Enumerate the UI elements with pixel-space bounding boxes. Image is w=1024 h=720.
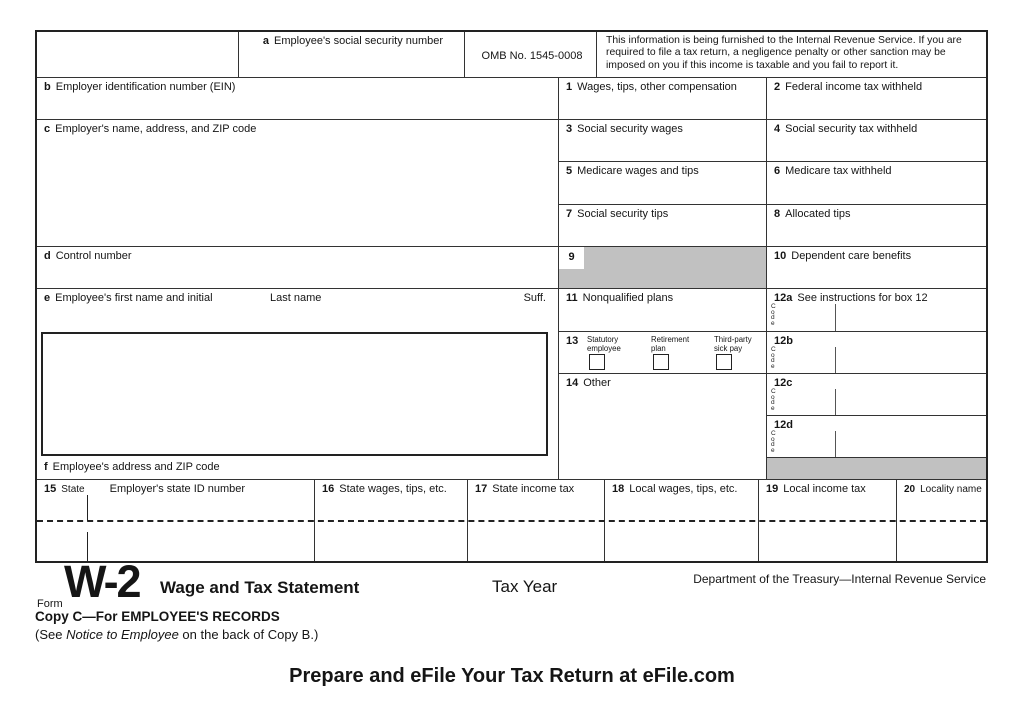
statutory-employee-label: Statutory employee xyxy=(587,335,621,353)
form-title: Wage and Tax Statement xyxy=(160,578,360,597)
box-12d-divider xyxy=(835,431,836,457)
box-a-id: a xyxy=(262,35,270,47)
box-4-ss-tax-field[interactable] xyxy=(767,120,986,162)
third-party-sick-pay-label: Third-party sick pay xyxy=(714,335,752,353)
box-11-label: Nonqualified plans xyxy=(582,292,674,304)
box-7-ss-tips-field[interactable] xyxy=(559,205,767,247)
box-a-ssn-field[interactable] xyxy=(239,32,465,78)
box-5-id: 5 xyxy=(566,165,573,177)
box-e-f-employee-section xyxy=(37,289,559,480)
suffix-label: Suff. xyxy=(523,292,546,304)
box-19-label: Local income tax xyxy=(783,483,866,495)
retirement-plan-group xyxy=(651,336,711,353)
box-12c-divider xyxy=(835,389,836,415)
box-12b-divider xyxy=(835,347,836,373)
box-18-label: Local wages, tips, etc. xyxy=(629,483,738,495)
box-14-label: Other xyxy=(583,377,611,389)
omb-number: OMB No. 1545-0008 xyxy=(481,50,583,62)
box-1-label: Wages, tips, other compensation xyxy=(577,81,737,93)
box-6-id: 6 xyxy=(774,165,781,177)
box-8-label: Allocated tips xyxy=(785,208,851,220)
box-9-id: 9 xyxy=(568,251,575,263)
see-notice-italic: Notice to Employee xyxy=(66,627,179,642)
box-e-id: e xyxy=(44,292,51,304)
box-20-id: 20 xyxy=(904,484,916,495)
box-16-id: 16 xyxy=(322,483,335,495)
box-a-label: Employee's social security number xyxy=(274,35,444,47)
box-15-state-label: State xyxy=(61,484,85,495)
box-20-label: Locality name xyxy=(920,484,982,495)
box-9-shaded-field xyxy=(559,247,767,289)
box-10-dependent-care-field[interactable] xyxy=(767,247,986,289)
box-6-medicare-tax-field[interactable] xyxy=(767,162,986,205)
box-12d-code-label: Code xyxy=(771,430,776,454)
box-4-id: 4 xyxy=(774,123,781,135)
efile-promo-text: Prepare and eFile Your Tax Return at eFile.com xyxy=(289,665,735,687)
box-c-label: Employer's name, address, and ZIP code xyxy=(55,123,257,135)
retirement-plan-label: Retirement plan xyxy=(651,335,690,353)
shaded-strip xyxy=(767,458,986,480)
box-3-label: Social security wages xyxy=(577,123,683,135)
box-c-id: c xyxy=(44,123,51,135)
box-b-id: b xyxy=(44,81,51,93)
box-15-divider-top xyxy=(87,495,88,521)
box-1-wages-field[interactable] xyxy=(559,78,767,120)
state-row-dashed-divider xyxy=(37,520,986,522)
see-notice-pre: (See xyxy=(35,627,67,642)
box-12a-field[interactable] xyxy=(767,289,986,332)
copy-c-line: Copy C—For EMPLOYEE'S RECORDS xyxy=(35,609,280,624)
box-d-label: Control number xyxy=(55,250,132,262)
box-b-label: Employer identification number (EIN) xyxy=(55,81,236,93)
department-treasury-label: Department of the Treasury—Internal Revenue Service xyxy=(693,572,986,586)
box-f-label: Employee's address and ZIP code xyxy=(52,461,220,473)
box-e-label: Employee's first name and initial xyxy=(55,292,213,304)
box-19-id: 19 xyxy=(766,483,779,495)
box-12a-code-label: Code xyxy=(771,303,776,327)
box-2-id: 2 xyxy=(774,81,781,93)
box-12b-field[interactable] xyxy=(767,332,986,374)
box-2-label: Federal income tax withheld xyxy=(785,81,923,93)
statutory-employee-checkbox[interactable] xyxy=(589,354,605,370)
box-1-id: 1 xyxy=(566,81,573,93)
box-9-id-chip xyxy=(559,247,584,269)
see-notice-line xyxy=(35,627,318,642)
irs-notice-cell xyxy=(597,32,986,78)
form-word: Form xyxy=(37,598,63,610)
box-4-label: Social security tax withheld xyxy=(785,123,918,135)
box-13-id: 13 xyxy=(566,335,579,347)
form-number-w2: W-2 xyxy=(64,556,140,607)
box-10-id: 10 xyxy=(774,250,787,262)
see-notice-post: on the back of Copy B.) xyxy=(178,627,319,642)
box-3-ss-wages-field[interactable] xyxy=(559,120,767,162)
box-6-label: Medicare tax withheld xyxy=(785,165,892,177)
box-12a-divider xyxy=(835,304,836,331)
last-name-label: Last name xyxy=(270,292,322,304)
tax-year-label: Tax Year xyxy=(492,577,558,596)
box-17-label: State income tax xyxy=(492,483,575,495)
box-c-employer-field[interactable] xyxy=(37,120,559,247)
box-f-id: f xyxy=(44,461,48,473)
third-party-sick-pay-checkbox[interactable] xyxy=(716,354,732,370)
box-17-id: 17 xyxy=(475,483,488,495)
box-12a-id: 12a xyxy=(774,292,793,304)
box-12d-field[interactable] xyxy=(767,416,986,458)
box-14-id: 14 xyxy=(566,377,579,389)
top-left-empty-cell xyxy=(37,32,239,78)
box-12c-code-label: Code xyxy=(771,388,776,412)
box-8-id: 8 xyxy=(774,208,781,220)
box-2-federal-tax-field[interactable] xyxy=(767,78,986,120)
box-16-label: State wages, tips, etc. xyxy=(339,483,447,495)
retirement-plan-checkbox[interactable] xyxy=(653,354,669,370)
box-7-label: Social security tips xyxy=(577,208,669,220)
box-12b-id: 12b xyxy=(774,335,793,347)
box-b-ein-field[interactable] xyxy=(37,78,559,120)
box-12d-id: 12d xyxy=(774,419,793,431)
box-14-other-field[interactable] xyxy=(559,374,767,480)
box-11-id: 11 xyxy=(566,292,578,304)
statutory-employee-group xyxy=(587,336,647,353)
box-15-ein-label: Employer's state ID number xyxy=(109,483,246,495)
box-d-control-field[interactable] xyxy=(37,247,559,289)
box-13-checkbox-group xyxy=(559,332,767,374)
box-8-allocated-tips-field[interactable] xyxy=(767,205,986,247)
omb-number-cell xyxy=(465,32,597,78)
box-3-id: 3 xyxy=(566,123,573,135)
box-12b-code-label: Code xyxy=(771,346,776,370)
box-11-nonqualified-field[interactable] xyxy=(559,289,767,332)
irs-notice-text: This information is being furnished to the Internal Revenue Service. If you are required to file a tax return, a negligence penalty or other sanction may be imposed on you if this income is taxable and you fail to report it. xyxy=(606,35,962,71)
w2-form-grid xyxy=(35,30,988,563)
box-7-id: 7 xyxy=(566,208,573,220)
box-10-label: Dependent care benefits xyxy=(791,250,912,262)
box-5-medicare-wages-field[interactable] xyxy=(559,162,767,205)
box-12c-id: 12c xyxy=(774,377,793,389)
box-12c-field[interactable] xyxy=(767,374,986,416)
third-party-sick-pay-group xyxy=(714,336,774,353)
box-5-label: Medicare wages and tips xyxy=(577,165,699,177)
box-15-id: 15 xyxy=(44,483,57,495)
box-f-label-row xyxy=(44,461,220,474)
box-18-id: 18 xyxy=(612,483,625,495)
employee-name-address-field[interactable] xyxy=(41,332,548,456)
box-d-id: d xyxy=(44,250,51,262)
box-12a-label: See instructions for box 12 xyxy=(797,292,928,304)
